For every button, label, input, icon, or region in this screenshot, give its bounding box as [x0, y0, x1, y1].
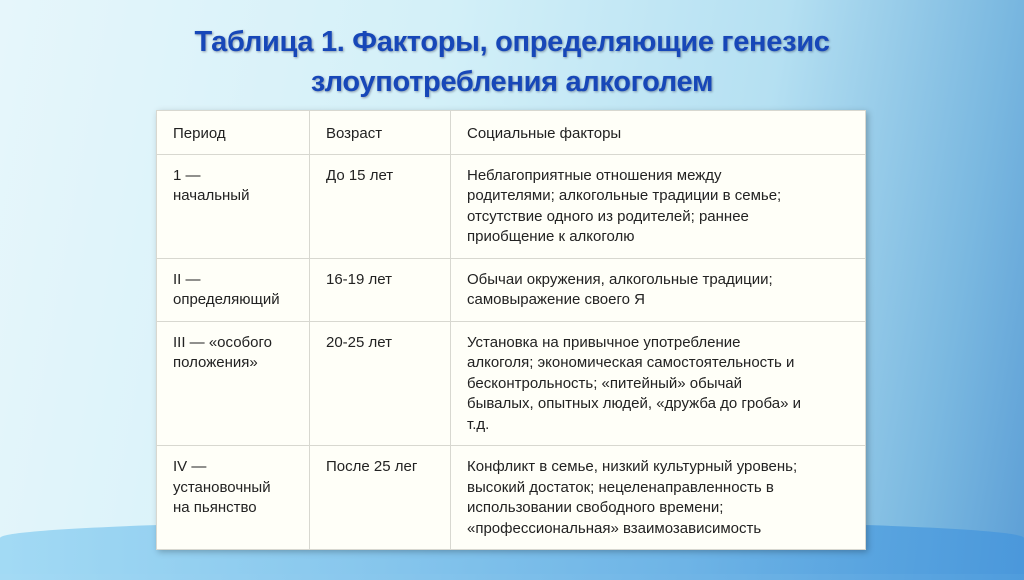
- header-age: Возраст: [310, 111, 451, 155]
- cell-factors: Неблагоприятные отношения между родителями; алкогольные традиции в семье; отсутствие одного из родителей; раннее приобщение к алкоголю: [451, 154, 866, 258]
- cell-period: III — «особого положения»: [157, 321, 310, 446]
- header-social-factors: Социальные факторы: [451, 111, 866, 155]
- table-row: [157, 154, 866, 258]
- cell-age: 16-19 лет: [310, 258, 451, 321]
- table-row: [157, 321, 866, 446]
- cell-period: IV — установочный на пьянство: [157, 446, 310, 550]
- cell-period: 1 — начальный: [157, 154, 310, 258]
- cell-factors: Установка на привычное употребление алкоголя; экономическая самостоятельность и бесконтрольность; «питейный» обычай бывалых, опытных людей, «дружба до гроба» и т.д.: [451, 321, 866, 446]
- cell-age: До 15 лет: [310, 154, 451, 258]
- header-period: Период: [157, 111, 310, 155]
- cell-period: II — определяющий: [157, 258, 310, 321]
- slide-title: Таблица 1. Факторы, определяющие генезис злоупотребления алкоголем: [194, 26, 830, 98]
- table-row: [157, 446, 866, 550]
- table-row: [157, 258, 866, 321]
- cell-age: После 25 лег: [310, 446, 451, 550]
- factors-table: [156, 110, 866, 550]
- table-header-row: [157, 111, 866, 155]
- cell-age: 20-25 лет: [310, 321, 451, 446]
- cell-factors: Конфликт в семье, низкий культурный уровень; высокий достаток; нецеленаправленность в использовании свободного времени; «профессиональная» взаимозависимость: [451, 446, 866, 550]
- cell-factors: Обычаи окружения, алкогольные традиции; самовыражение своего Я: [451, 258, 866, 321]
